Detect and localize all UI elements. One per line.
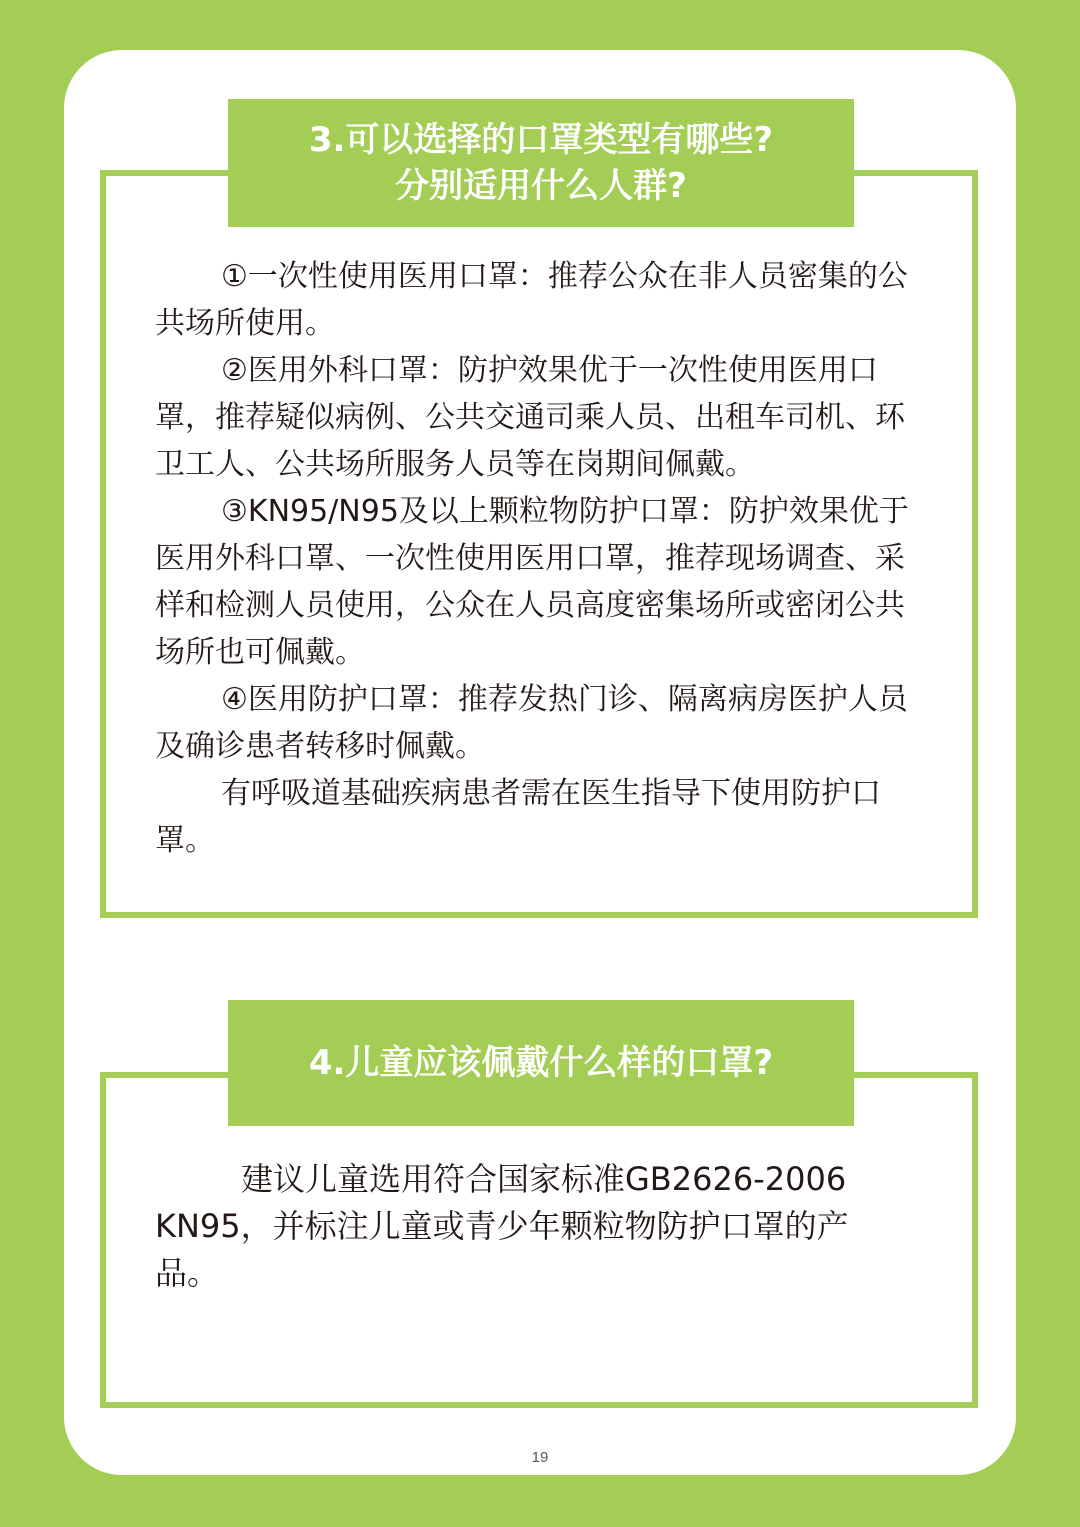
section3-body [155, 253, 923, 864]
section4-body [155, 1156, 900, 1297]
section3-paragraph: ④医用防护口罩：推荐发热门诊、隔离病房医护人员及确诊患者转移时佩戴。 [155, 682, 908, 764]
section4-title-banner [228, 1000, 854, 1126]
section3-paragraph: 有呼吸道基础疾病患者需在医生指导下使用防护口罩。 [155, 776, 881, 858]
section3-paragraph: ②医用外科口罩：防护效果优于一次性使用医用口罩，推荐疑似病例、公共交通司乘人员、出租车司机、环卫工人、公共场所服务人员等在岗期间佩戴。 [155, 353, 905, 482]
section4-title: 4.儿童应该佩戴什么样的口罩? [308, 1043, 774, 1083]
section4-paragraph: 建议儿童选用符合国家标准GB2626-2006 KN95，并标注儿童或青少年颗粒物防护口罩的产品。 [155, 1160, 849, 1292]
section3-title-banner [228, 99, 854, 227]
page-number: 19 [531, 1449, 549, 1466]
section3-paragraph: ③KN95/N95及以上颗粒物防护口罩：防护效果优于医用外科口罩、一次性使用医用口罩，推荐现场调查、采样和检测人员使用，公众在人员高度密集场所或密闭公共场所也可佩戴。 [155, 494, 909, 670]
section3-title-line1: 3.可以选择的口罩类型有哪些? [308, 120, 774, 160]
section3-title-line2: 分别适用什么人群? [395, 166, 687, 206]
section3-paragraph: ①一次性使用医用口罩：推荐公众在非人员密集的公共场所使用。 [155, 259, 908, 341]
